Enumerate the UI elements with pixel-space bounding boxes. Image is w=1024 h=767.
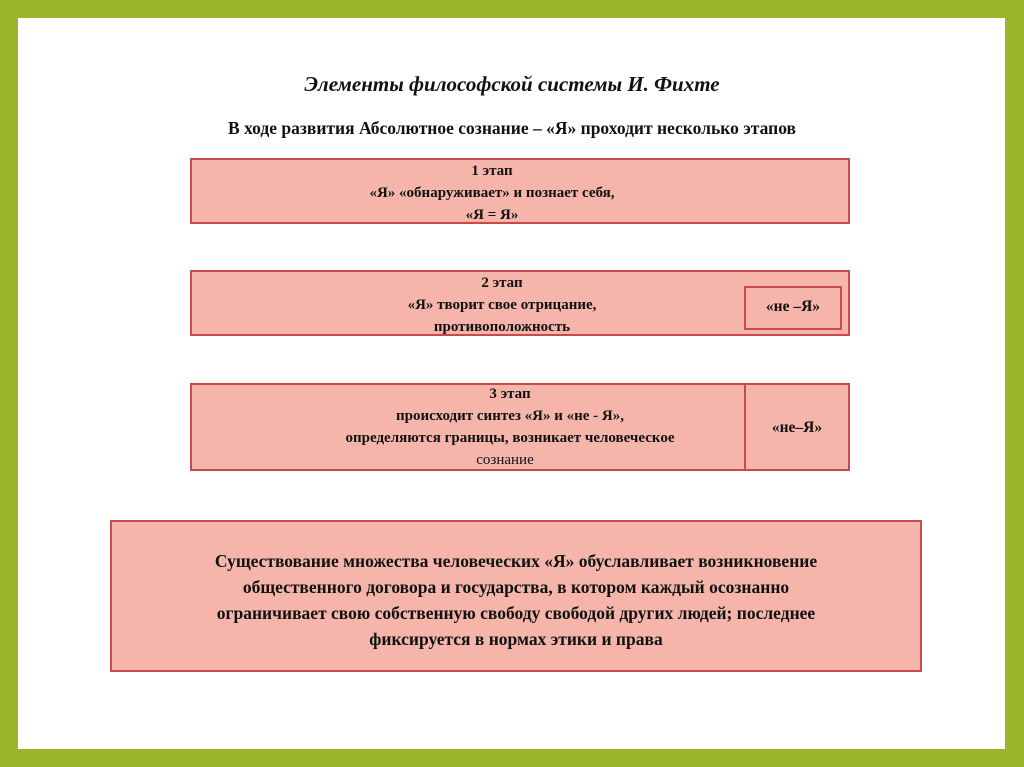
slide-title: Элементы философской системы И. Фихте: [304, 72, 720, 96]
stage-2-line-2: противоположность: [433, 319, 571, 335]
stage-1-text: [192, 160, 792, 226]
stage-1-line-2: «Я = Я»: [465, 207, 519, 223]
stage-3-text: [192, 383, 828, 471]
stage-3-side-box: [744, 383, 850, 471]
stage-3-line-3: сознание: [476, 452, 534, 468]
stage-2-text: [192, 272, 812, 338]
stage-3-side-text: «не–Я»: [771, 419, 823, 436]
stage-2-side-box: [744, 286, 842, 330]
conclusion-box: [110, 520, 922, 672]
conclusion-text: [122, 548, 910, 652]
slide-subtitle: В ходе развития Абсолютное сознание – «Я» проходит несколько этапов: [228, 118, 796, 138]
stage-1-box: [190, 158, 850, 224]
stage-3-line-2: определяются границы, возникает человеческое: [345, 430, 675, 446]
conclusion-line-2: общественного договора и государства, в котором каждый осознанно: [242, 577, 790, 597]
stage-3-line-1: происходит синтез «Я» и «не - Я»,: [395, 408, 625, 424]
stage-1-line-1: «Я» «обнаруживает» и познает себя,: [369, 185, 615, 201]
conclusion-line-4: фиксируется в нормах этики и права: [369, 629, 663, 649]
stage-2-label: 2 этап: [481, 275, 523, 291]
conclusion-line-1: Существование множества человеческих «Я» обуславливает возникновение: [214, 551, 818, 571]
conclusion-line-3: ограничивает свою собственную свободу свободой других людей; последнее: [216, 603, 816, 623]
stage-2-line-1: «Я» творит свое отрицание,: [407, 297, 597, 313]
stage-2-side-text: «не –Я»: [765, 298, 821, 315]
stage-3-label: 3 этап: [489, 386, 531, 402]
stage-1-label: 1 этап: [471, 163, 513, 179]
